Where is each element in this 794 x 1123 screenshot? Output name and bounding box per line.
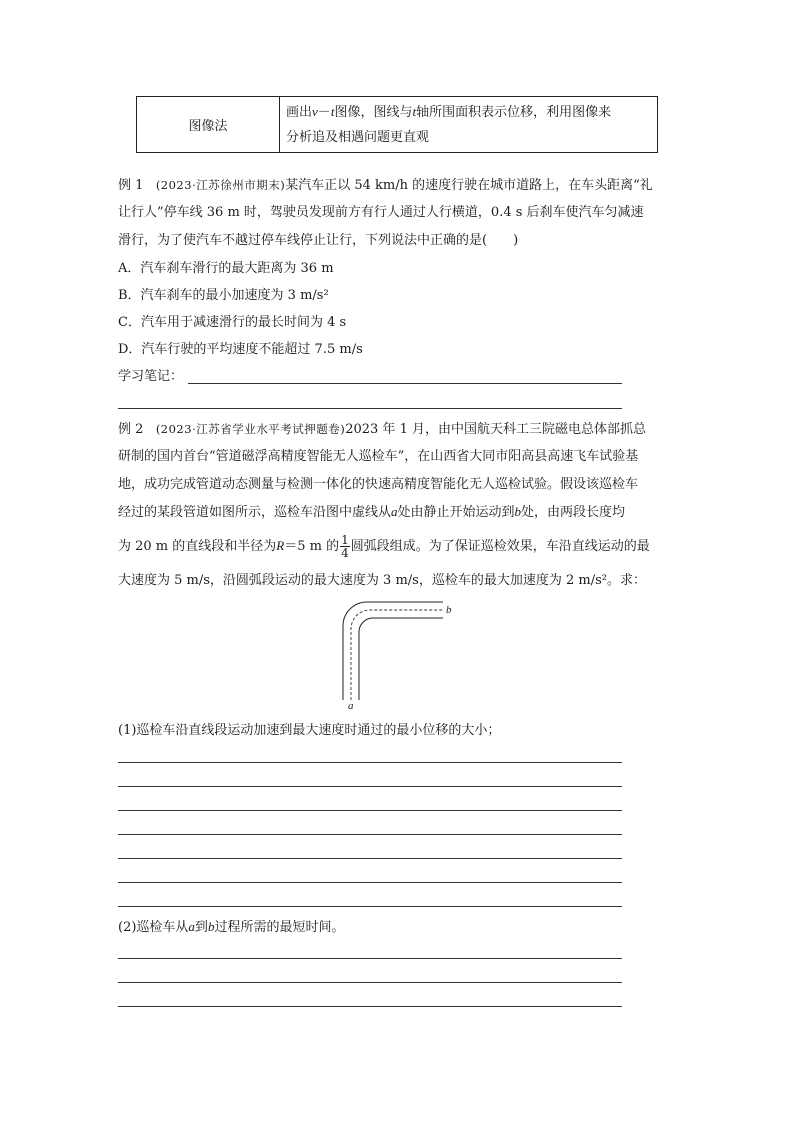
example2-line2: 研制的国内首台“管道磁浮高精度智能无人巡检车”，在山西省大同市阳高县高速飞车试验基 xyxy=(118,449,639,464)
example2-text: 圆弧段组成。为了保证巡检效果，车沿直线运动的最 xyxy=(350,539,650,554)
dash: － xyxy=(317,105,331,120)
question-2-text: 到 xyxy=(194,920,208,935)
var-v: v xyxy=(312,104,318,119)
question-2-text: (2)巡检车从 xyxy=(118,920,189,935)
example1-line2: 让行人”停车线 36 m 时，驾驶员发现前方有行人通过人行横道，0.4 s 后刹车使汽车匀减速 xyxy=(118,205,644,220)
pipe-figure xyxy=(335,594,460,712)
var-t: t xyxy=(330,104,335,119)
method-table xyxy=(136,96,658,153)
answer-rule-3[interactable] xyxy=(118,810,622,811)
answer-rule-6[interactable] xyxy=(118,882,622,883)
example2-line5 xyxy=(118,532,650,561)
method-desc-text: 分析追及相遇问题更直观 xyxy=(286,130,430,145)
path-dashed-line xyxy=(351,610,443,700)
example2-source: (2023·江苏省学业水平考试押题卷) xyxy=(155,422,346,436)
notes-rule-1[interactable] xyxy=(188,383,622,384)
point-a-label: a xyxy=(348,700,354,712)
option-d: D．汽车行驶的平均速度不能超过 7.5 m/s xyxy=(118,342,363,357)
answer-rule-8[interactable] xyxy=(118,958,622,959)
method-desc-text: 轴所围面积表示位移，利用图像来 xyxy=(416,105,612,120)
example1-line1 xyxy=(118,176,653,195)
example2-label: 例 2 xyxy=(118,422,144,437)
example2-text: 处，由两段长度均 xyxy=(521,505,626,520)
answer-rule-2[interactable] xyxy=(118,786,622,787)
example2-text: 2023 年 1 月，由中国航天科工三院磁电总体部抓总 xyxy=(345,422,646,437)
example2-text: ＝5 m 的 xyxy=(284,539,340,554)
method-name: 图像法 xyxy=(188,119,228,134)
example1-source: (2023·江苏徐州市期末) xyxy=(155,178,286,192)
var-b: b xyxy=(514,504,522,519)
var-r: R xyxy=(276,538,285,553)
pipe-inner-wall xyxy=(359,618,443,700)
answer-rule-5[interactable] xyxy=(118,858,622,859)
example2-line3: 地，成功完成管道动态测量与检测一体化的快速高精度智能化无人巡检试验。假设该巡检车 xyxy=(118,477,639,492)
option-a: A．汽车刹车滑行的最大距离为 36 m xyxy=(118,261,334,276)
frac-numerator: 1 xyxy=(341,533,349,547)
var-a: a xyxy=(188,919,195,934)
example1-text: 某汽车正以 54 km/h 的速度行驶在城市道路上，在车头距离“礼 xyxy=(285,178,653,193)
question-2 xyxy=(118,918,344,937)
method-desc-text: 画出 xyxy=(286,105,313,120)
answer-rule-1[interactable] xyxy=(118,762,622,763)
example2-text: 为 20 m 的直线段和半径为 xyxy=(118,539,277,554)
var-t: t xyxy=(412,104,417,119)
point-b-label: b xyxy=(446,604,452,616)
fraction-quarter xyxy=(340,534,350,559)
question-2-text: 过程所需的最短时间。 xyxy=(214,920,345,935)
method-name-cell xyxy=(137,97,280,153)
var-b: b xyxy=(207,919,215,934)
example2-line1 xyxy=(118,420,646,439)
answer-rule-10[interactable] xyxy=(118,1006,622,1007)
example2-text: 经过的某段管道如图所示，巡检车沿图中虚线从 xyxy=(118,505,392,520)
answer-rule-4[interactable] xyxy=(118,834,622,835)
frac-denominator: 4 xyxy=(341,546,349,560)
example1-label: 例 1 xyxy=(118,178,144,193)
var-a: a xyxy=(391,504,398,519)
example2-text: 处由静止开始运动到 xyxy=(397,505,515,520)
method-desc-cell xyxy=(280,97,658,153)
answer-rule-9[interactable] xyxy=(118,982,622,983)
example2-line6: 大速度为 5 m/s，沿圆弧段运动的最大速度为 3 m/s，巡检车的最大加速度为 2 m/s²。求： xyxy=(118,573,646,588)
question-1: (1)巡检车沿直线段运动加速到最大速度时通过的最小位移的大小； xyxy=(118,723,501,738)
option-b: B．汽车刹车的最小加速度为 3 m/s² xyxy=(118,288,329,303)
method-desc-text: 图像，图线与 xyxy=(334,105,413,120)
example2-line4 xyxy=(118,503,625,522)
example1-line3: 滑行，为了使汽车不越过停车线停止让行，下列说法中正确的是( ) xyxy=(118,233,519,248)
option-c: C．汽车用于减速滑行的最长时间为 4 s xyxy=(118,315,347,330)
pipe-outer-wall xyxy=(343,602,443,700)
answer-rule-7[interactable] xyxy=(118,906,622,907)
notes-rule-2[interactable] xyxy=(118,408,622,409)
notes-label: 学习笔记： xyxy=(118,369,184,384)
